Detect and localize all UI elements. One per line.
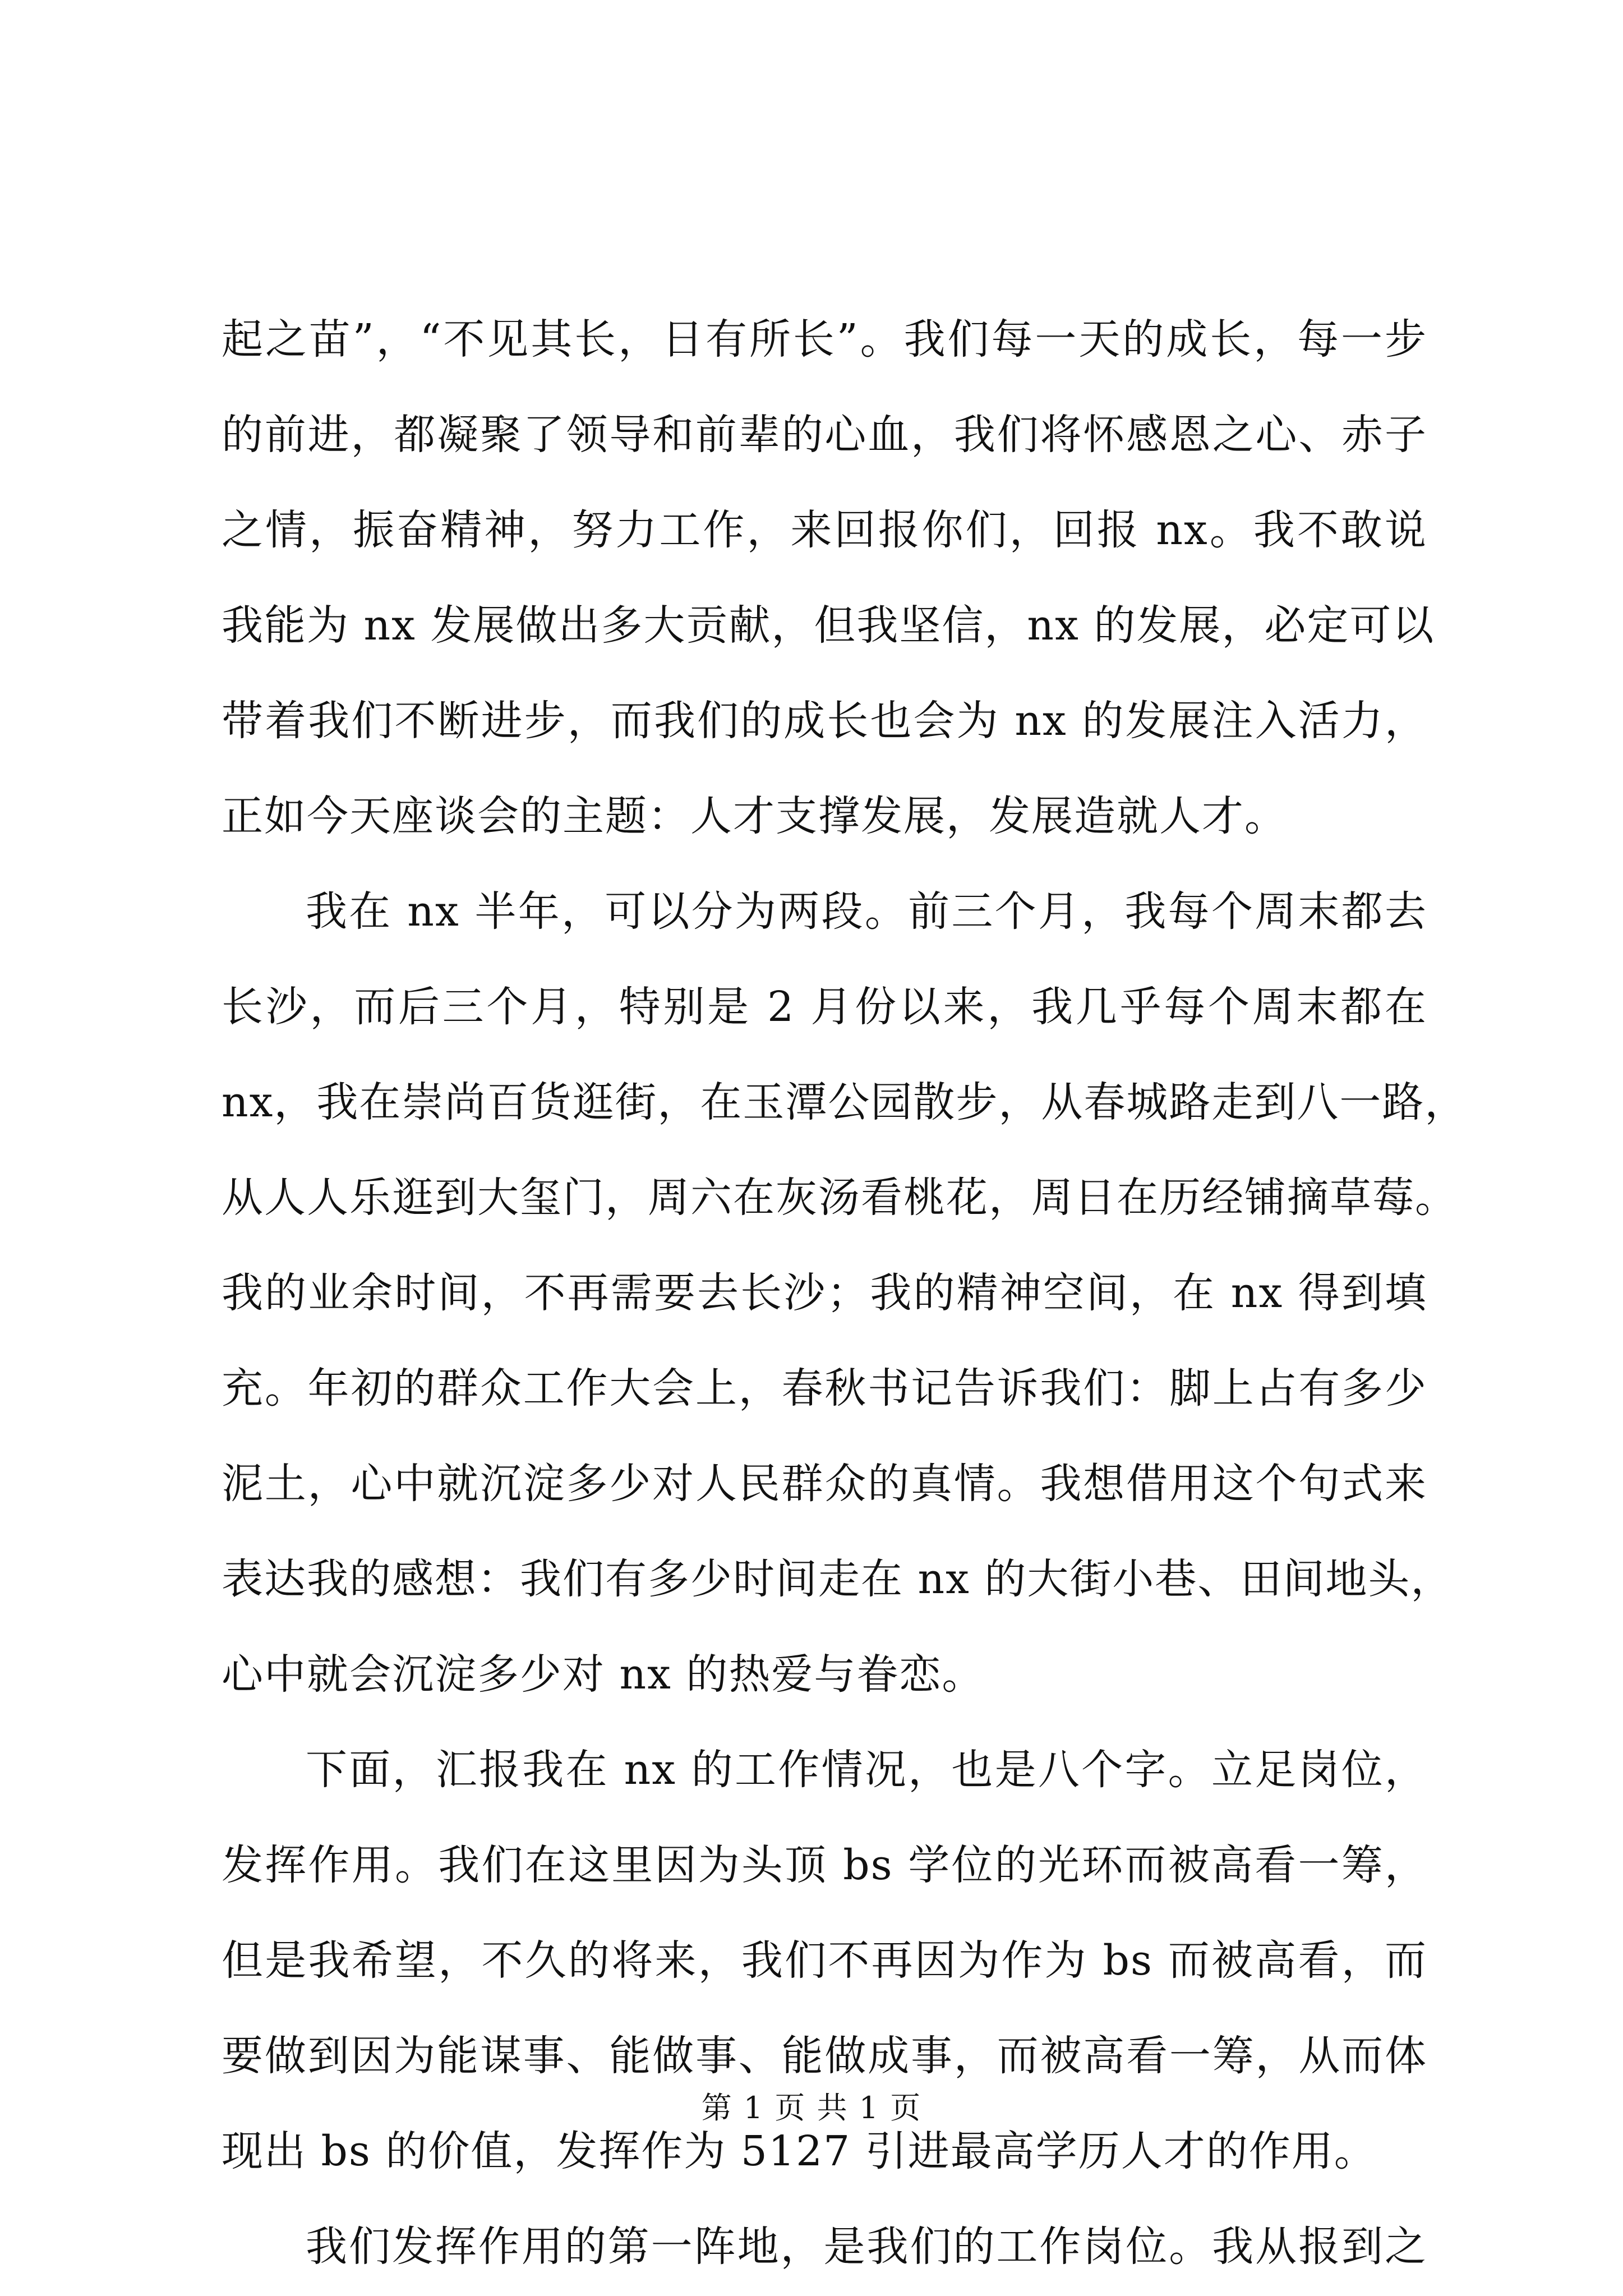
text-line: 从人人乐逛到大玺门，周六在灰汤看桃花，周日在历经铺摘草莓。 — [222, 1174, 1458, 1222]
text-line: 心中就会沉淀多少对 nx 的热爱与眷恋。 — [222, 1650, 985, 1699]
text-line: 但是我希望，不久的将来，我们不再因为作为 bs 而被高看，而 — [222, 1936, 1427, 1985]
text-line: 我能为 nx 发展做出多大贡献，但我坚信，nx 的发展，必定可以 — [222, 601, 1435, 650]
text-line: 起之苗”，“不见其长，日有所长”。我们每一天的成长，每一步 — [222, 315, 1427, 364]
text-line: 泥土，心中就沉淀多少对人民群众的真情。我想借用这个句式来 — [222, 1460, 1427, 1508]
text-line: 我的业余时间，不再需要去长沙；我的精神空间，在 nx 得到填 — [222, 1269, 1427, 1317]
text-line: 充。年初的群众工作大会上，春秋书记告诉我们：脚上占有多少 — [222, 1364, 1427, 1412]
text-line: 我在 nx 半年，可以分为两段。前三个月，我每个周末都去 — [306, 887, 1427, 936]
text-line: 带着我们不断进步，而我们的成长也会为 nx 的发展注入活力， — [222, 697, 1427, 745]
text-line: 的前进，都凝聚了领导和前辈的心血，我们将怀感恩之心、赤子 — [222, 411, 1427, 459]
text-line: 正如今天座谈会的主题：人才支撑发展，发展造就人才。 — [222, 792, 1287, 840]
text-line: 之情，振奋精神，努力工作，来回报你们，回报 nx。我不敢说 — [222, 506, 1427, 554]
text-line: 要做到因为能谋事、能做事、能做成事，而被高看一筹，从而体 — [222, 2032, 1427, 2080]
text-line: 发挥作用。我们在这里因为头顶 bs 学位的光环而被高看一筹， — [222, 1841, 1427, 1889]
text-line: 现出 bs 的价值，发挥作为 5127 引进最高学历人才的作用。 — [222, 2127, 1377, 2175]
document-body — [222, 292, 1468, 2294]
text-line: 下面，汇报我在 nx 的工作情况，也是八个字。立足岗位， — [306, 1746, 1427, 1794]
text-line: 长沙，而后三个月，特别是 2 月份以来，我几乎每个周末都在 — [222, 983, 1427, 1031]
text-line: 我们发挥作用的第一阵地，是我们的工作岗位。我从报到之 — [306, 2223, 1427, 2271]
page-footer: 第 1 页 共 1 页 — [701, 2090, 922, 2125]
text-line: nx，我在崇尚百货逛街，在玉潭公园散步，从春城路走到八一路， — [222, 1078, 1468, 1126]
text-line: 表达我的感想：我们有多少时间走在 nx 的大街小巷、田间地头， — [222, 1555, 1454, 1603]
